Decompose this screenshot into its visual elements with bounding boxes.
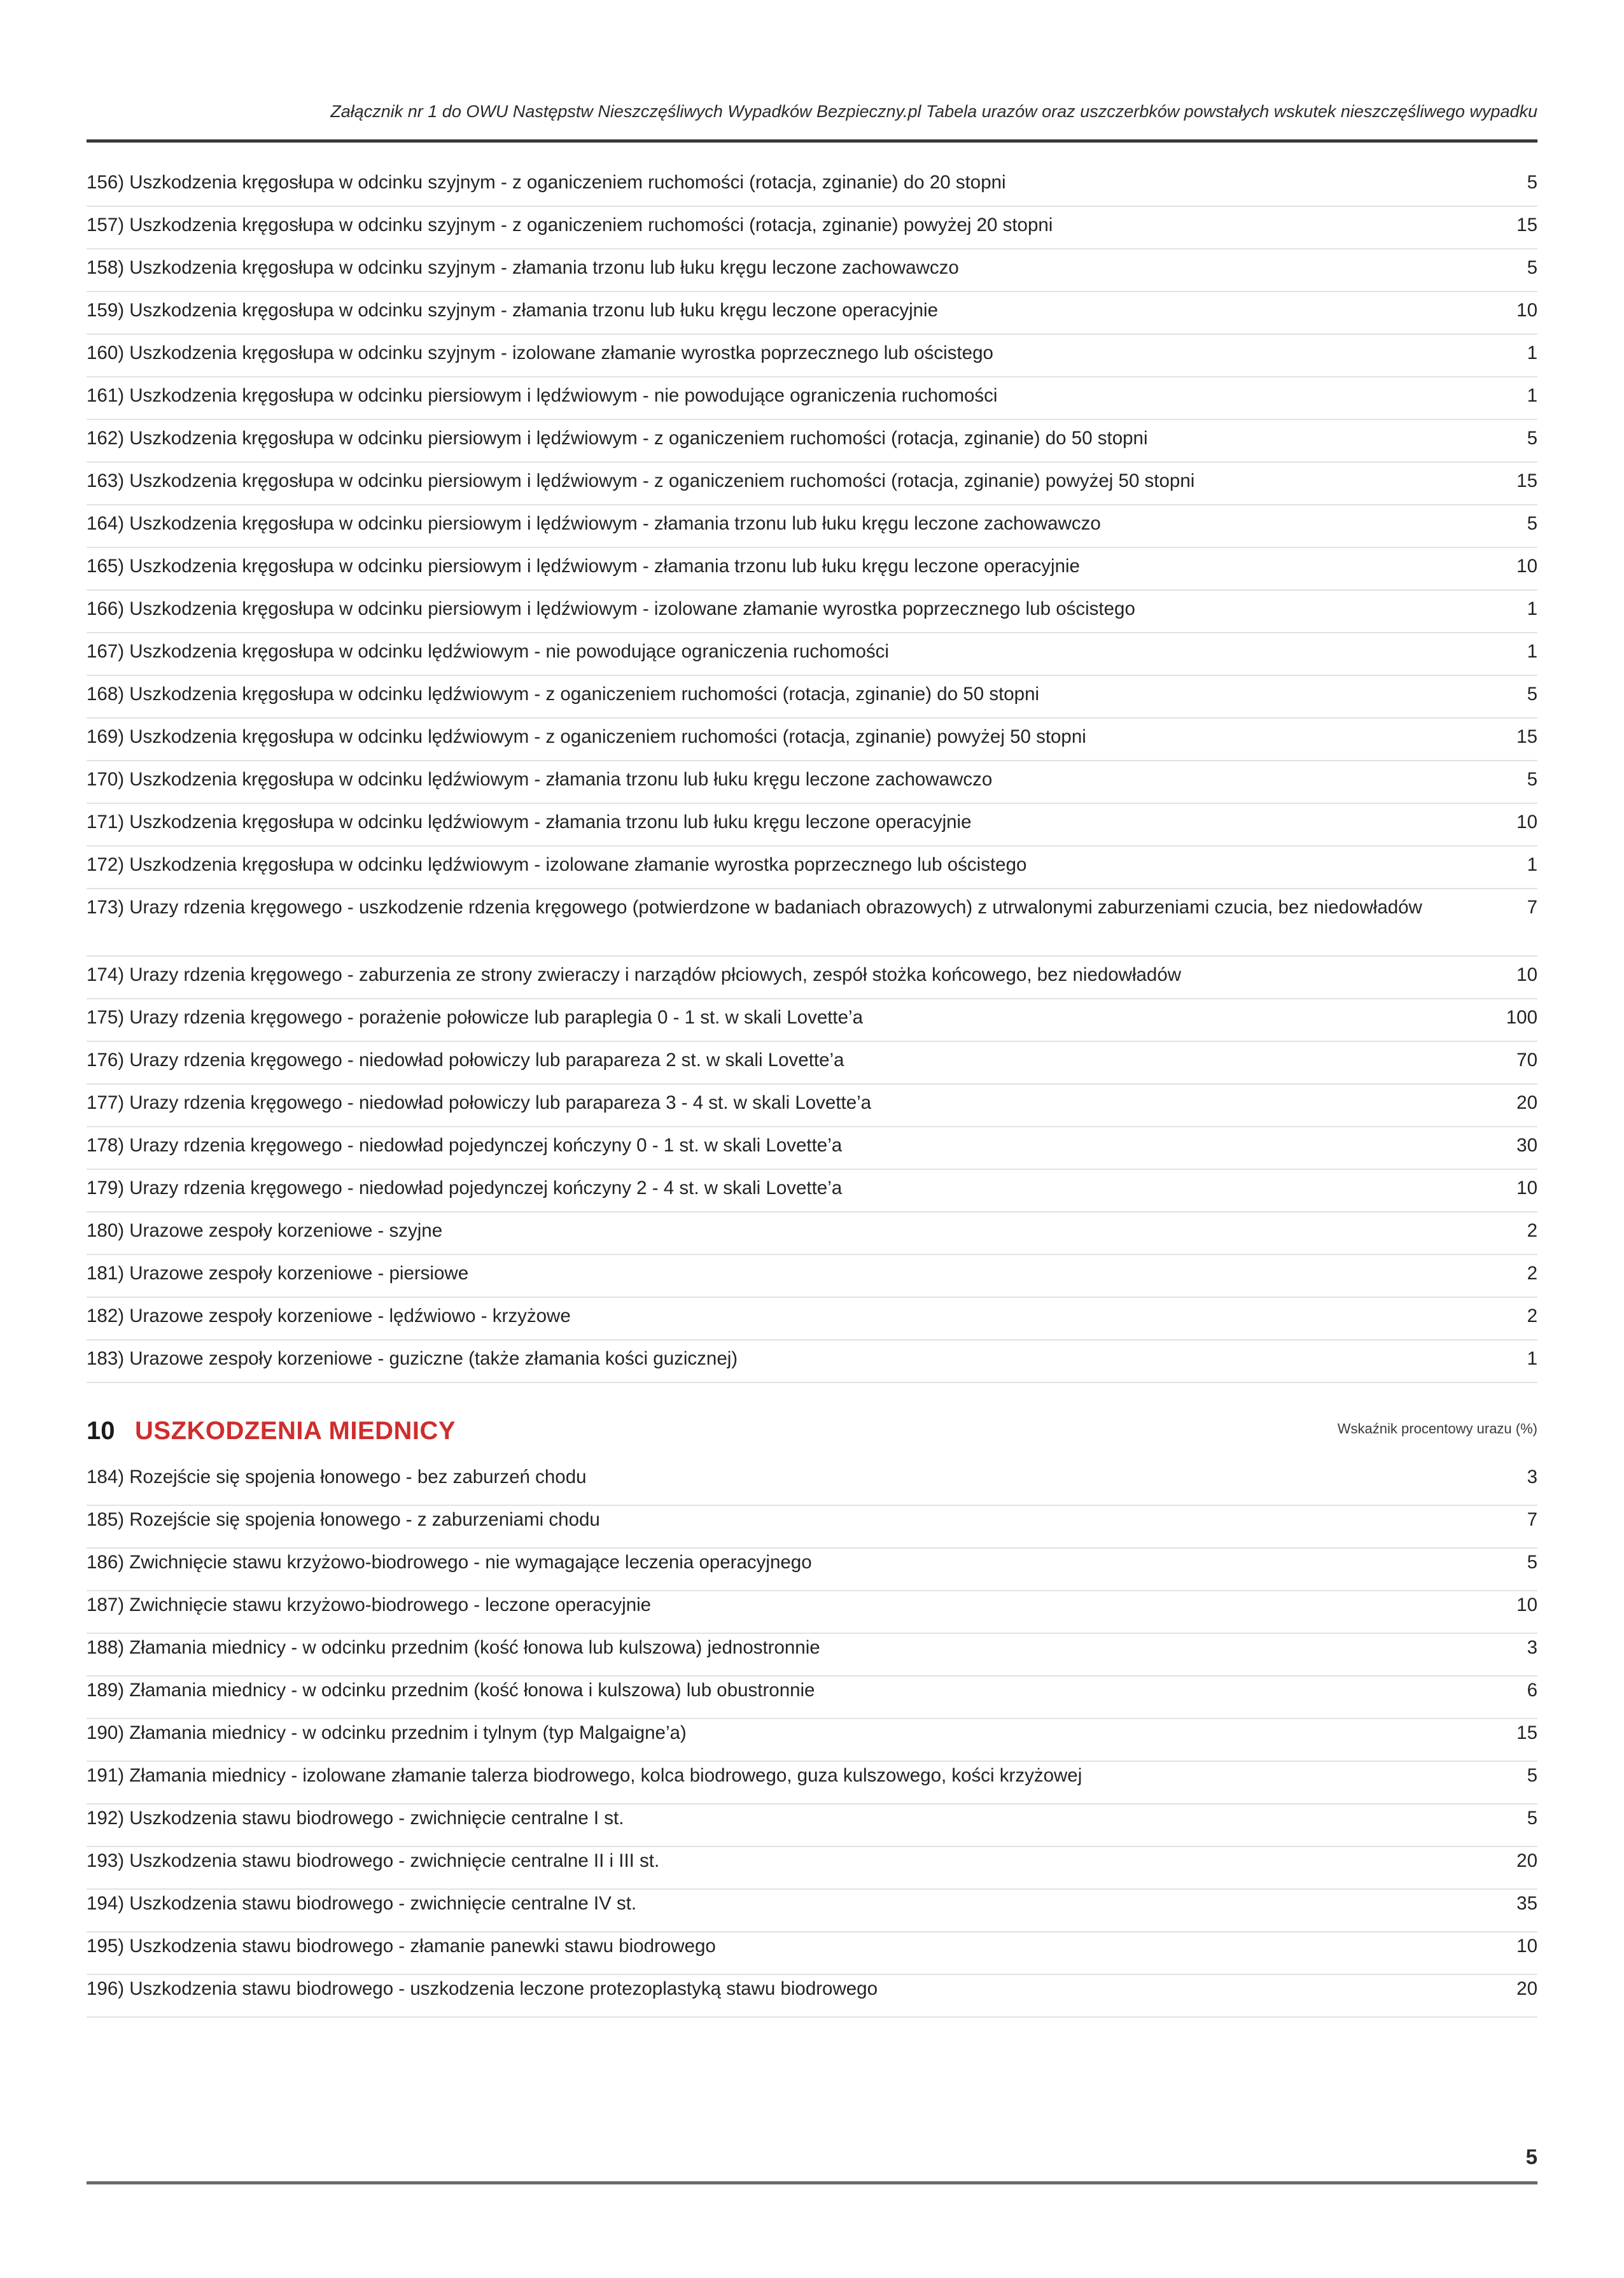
table-row	[87, 377, 1537, 420]
table-row	[87, 1127, 1537, 1170]
row-value: 1	[1527, 854, 1537, 875]
row-description: 184) Rozejście się spojenia łonowego - bez zaburzeń chodu	[87, 1466, 587, 1487]
row-value: 10	[1516, 1178, 1537, 1199]
row-value: 5	[1527, 1808, 1537, 1829]
row-description: 195) Uszkodzenia stawu biodrowego - złamanie panewki stawu biodrowego	[87, 1936, 716, 1957]
row-value: 10	[1516, 1594, 1537, 1615]
row-value: 100	[1506, 1007, 1537, 1028]
row-value: 3	[1527, 1637, 1537, 1658]
row-description: 160) Uszkodzenia kręgosłupa w odcinku szyjnym - izolowane złamanie wyrostka poprzecznego lub ościstego	[87, 342, 993, 363]
row-description: 167) Uszkodzenia kręgosłupa w odcinku lędźwiowym - nie powodujące ograniczenia ruchomości	[87, 641, 889, 662]
table-row	[87, 1975, 1537, 2018]
table-row	[87, 889, 1537, 957]
table-row	[87, 804, 1537, 847]
page-number: 5	[1525, 2145, 1537, 2169]
row-description: 189) Złamania miednicy - w odcinku przednim (kość łonowa i kulszowa) lub obustronnie	[87, 1680, 815, 1701]
row-description: 182) Urazowe zespoły korzeniowe - lędźwiowo - krzyżowe	[87, 1305, 571, 1326]
table-row	[87, 633, 1537, 676]
row-value: 10	[1516, 964, 1537, 985]
row-description: 176) Urazy rdzenia kręgowego - niedowład połowiczy lub parapareza 2 st. w skali Lovette’a	[87, 1050, 844, 1071]
row-value: 2	[1527, 1305, 1537, 1326]
row-description: 165) Uszkodzenia kręgosłupa w odcinku piersiowym i lędźwiowym - złamania trzonu lub łuku kręgu leczone operacyjnie	[87, 556, 1080, 577]
row-description: 178) Urazy rdzenia kręgowego - niedowład pojedynczej kończyny 0 - 1 st. w skali Lovette’a	[87, 1135, 843, 1156]
row-value: 2	[1527, 1263, 1537, 1284]
row-description: 190) Złamania miednicy - w odcinku przednim i tylnym (typ Malgaigne’a)	[87, 1722, 687, 1743]
row-value: 20	[1516, 1850, 1537, 1871]
table-row	[87, 761, 1537, 804]
table-row	[87, 1890, 1537, 1932]
row-description: 180) Urazowe zespoły korzeniowe - szyjne	[87, 1220, 443, 1241]
row-description: 166) Uszkodzenia kręgosłupa w odcinku piersiowym i lędźwiowym - izolowane złamanie wyrostka poprzecznego lub ościstego	[87, 598, 1135, 619]
row-description: 191) Złamania miednicy - izolowane złamanie talerza biodrowego, kolca biodrowego, guza kulszowego, kości krzyżowej	[87, 1765, 1082, 1786]
row-value: 20	[1516, 1092, 1537, 1113]
row-description: 159) Uszkodzenia kręgosłupa w odcinku szyjnym - złamania trzonu lub łuku kręgu leczone operacyjnie	[87, 300, 939, 321]
row-value: 10	[1516, 1936, 1537, 1957]
table-row	[87, 1340, 1537, 1383]
row-value: 5	[1527, 684, 1537, 705]
table-row	[87, 1506, 1537, 1549]
row-value: 1	[1527, 342, 1537, 363]
section-number: 10	[87, 1417, 115, 1445]
row-value: 10	[1516, 300, 1537, 321]
table-row	[87, 1847, 1537, 1890]
row-value: 70	[1516, 1050, 1537, 1071]
row-value: 20	[1516, 1978, 1537, 1999]
row-description: 164) Uszkodzenia kręgosłupa w odcinku piersiowym i lędźwiowym - złamania trzonu lub łuku kręgu leczone zachowawczo	[87, 513, 1101, 534]
row-description: 187) Zwichnięcie stawu krzyżowo-biodrowego - leczone operacyjnie	[87, 1594, 652, 1615]
row-description: 175) Urazy rdzenia kręgowego - porażenie połowicze lub paraplegia 0 - 1 st. w skali Lovette’a	[87, 1007, 863, 1028]
table-row	[87, 1298, 1537, 1340]
row-description: 158) Uszkodzenia kręgosłupa w odcinku szyjnym - złamania trzonu lub łuku kręgu leczone zachowawczo	[87, 257, 959, 278]
row-value: 6	[1527, 1680, 1537, 1701]
row-value: 15	[1516, 470, 1537, 491]
row-value: 5	[1527, 428, 1537, 449]
table-row	[87, 1463, 1537, 1506]
row-value: 3	[1527, 1466, 1537, 1487]
table-row	[87, 1762, 1537, 1804]
row-value: 5	[1527, 1765, 1537, 1786]
table-row	[87, 335, 1537, 377]
table-row	[87, 999, 1537, 1042]
table-row	[87, 463, 1537, 505]
row-description: 186) Zwichnięcie stawu krzyżowo-biodrowego - nie wymagające leczenia operacyjnego	[87, 1552, 812, 1573]
row-description: 163) Uszkodzenia kręgosłupa w odcinku piersiowym i lędźwiowym - z oganiczeniem ruchomości (rotacja, zginanie) powyżej 50 stopni	[87, 470, 1195, 491]
row-value: 15	[1516, 214, 1537, 236]
row-description: 170) Uszkodzenia kręgosłupa w odcinku lędźwiowym - złamania trzonu lub łuku kręgu leczone zachowawczo	[87, 769, 993, 790]
row-description: 192) Uszkodzenia stawu biodrowego - zwichnięcie centralne I st.	[87, 1808, 624, 1829]
table-row	[87, 164, 1537, 207]
table-row	[87, 548, 1537, 591]
row-value: 1	[1527, 598, 1537, 619]
table-row	[87, 1085, 1537, 1127]
section-title: USZKODZENIA MIEDNICY	[135, 1417, 456, 1445]
table-row	[87, 719, 1537, 761]
row-description: 157) Uszkodzenia kręgosłupa w odcinku szyjnym - z oganiczeniem ruchomości (rotacja, zginanie) powyżej 20 stopni	[87, 214, 1053, 236]
document-header: Załącznik nr 1 do OWU Następstw Nieszczęśliwych Wypadków Bezpieczny.pl Tabela urazów oraz uszczerbków powstałych wskutek nieszczęśliwego wypadku	[330, 102, 1537, 121]
table-row	[87, 1170, 1537, 1213]
table-row	[87, 847, 1537, 889]
row-value: 1	[1527, 385, 1537, 406]
table-row	[87, 957, 1537, 999]
row-value: 1	[1527, 641, 1537, 662]
table-row	[87, 591, 1537, 633]
row-description: 169) Uszkodzenia kręgosłupa w odcinku lędźwiowym - z oganiczeniem ruchomości (rotacja, zginanie) powyżej 50 stopni	[87, 726, 1086, 747]
row-value: 7	[1527, 1509, 1537, 1530]
row-description: 179) Urazy rdzenia kręgowego - niedowład pojedynczej kończyny 2 - 4 st. w skali Lovette’a	[87, 1178, 843, 1199]
row-value: 10	[1516, 812, 1537, 833]
row-value: 5	[1527, 172, 1537, 193]
table-row	[87, 1677, 1537, 1719]
row-description: 194) Uszkodzenia stawu biodrowego - zwichnięcie centralne IV st.	[87, 1893, 637, 1914]
row-value: 15	[1516, 726, 1537, 747]
row-description: 171) Uszkodzenia kręgosłupa w odcinku lędźwiowym - złamania trzonu lub łuku kręgu leczone operacyjnie	[87, 812, 972, 833]
row-value: 10	[1516, 556, 1537, 577]
injury-table-pelvis	[87, 1463, 1537, 2018]
row-value: 30	[1516, 1135, 1537, 1156]
table-row	[87, 1932, 1537, 1975]
row-description: 196) Uszkodzenia stawu biodrowego - uszkodzenia leczone protezoplastyką stawu biodrowego	[87, 1978, 878, 1999]
table-row	[87, 1549, 1537, 1591]
table-row	[87, 292, 1537, 335]
table-row	[87, 250, 1537, 292]
row-description: 173) Urazy rdzenia kręgowego - uszkodzenie rdzenia kręgowego (potwierdzone w badaniach obrazowych) z utrwalonymi zaburzeniami czucia, bez niedowładów	[87, 897, 1422, 918]
row-description: 168) Uszkodzenia kręgosłupa w odcinku lędźwiowym - z oganiczeniem ruchomości (rotacja, zginanie) do 50 stopni	[87, 684, 1040, 705]
table-row	[87, 420, 1537, 463]
row-description: 172) Uszkodzenia kręgosłupa w odcinku lędźwiowym - izolowane złamanie wyrostka poprzecznego lub ościstego	[87, 854, 1027, 875]
row-description: 161) Uszkodzenia kręgosłupa w odcinku piersiowym i lędźwiowym - nie powodujące ograniczenia ruchomości	[87, 385, 998, 406]
table-row	[87, 1213, 1537, 1255]
section-heading	[87, 1417, 1537, 1449]
row-value: 7	[1527, 897, 1537, 918]
row-value: 15	[1516, 1722, 1537, 1743]
row-value: 1	[1527, 1348, 1537, 1369]
row-description: 177) Urazy rdzenia kręgowego - niedowład połowiczy lub parapareza 3 - 4 st. w skali Lovette’a	[87, 1092, 872, 1113]
row-value: 2	[1527, 1220, 1537, 1241]
row-description: 181) Urazowe zespoły korzeniowe - piersiowe	[87, 1263, 469, 1284]
column-header-indicator: Wskaźnik procentowy urazu (%)	[1337, 1421, 1537, 1437]
table-row	[87, 207, 1537, 250]
table-row	[87, 676, 1537, 719]
table-row	[87, 1042, 1537, 1085]
table-row	[87, 1719, 1537, 1762]
table-row	[87, 1255, 1537, 1298]
row-value: 5	[1527, 257, 1537, 278]
footer-divider	[87, 2181, 1537, 2184]
table-row	[87, 1804, 1537, 1847]
row-value: 5	[1527, 769, 1537, 790]
row-description: 183) Urazowe zespoły korzeniowe - guziczne (także złamania kości guzicznej)	[87, 1348, 738, 1369]
row-description: 174) Urazy rdzenia kręgowego - zaburzenia ze strony zwieraczy i narządów płciowych, zespół stożka końcowego, bez niedowładów	[87, 964, 1182, 985]
header-divider	[87, 139, 1537, 143]
row-description: 188) Złamania miednicy - w odcinku przednim (kość łonowa lub kulszowa) jednostronnie	[87, 1637, 820, 1658]
row-description: 162) Uszkodzenia kręgosłupa w odcinku piersiowym i lędźwiowym - z oganiczeniem ruchomości (rotacja, zginanie) do 50 stopni	[87, 428, 1148, 449]
row-value: 35	[1516, 1893, 1537, 1914]
row-description: 185) Rozejście się spojenia łonowego - z zaburzeniami chodu	[87, 1509, 600, 1530]
row-value: 5	[1527, 1552, 1537, 1573]
injury-table-spine	[87, 164, 1537, 1383]
row-description: 156) Uszkodzenia kręgosłupa w odcinku szyjnym - z oganiczeniem ruchomości (rotacja, zginanie) do 20 stopni	[87, 172, 1006, 193]
row-description: 193) Uszkodzenia stawu biodrowego - zwichnięcie centralne II i III st.	[87, 1850, 660, 1871]
table-row	[87, 1634, 1537, 1677]
table-row	[87, 505, 1537, 548]
table-row	[87, 1591, 1537, 1634]
row-value: 5	[1527, 513, 1537, 534]
